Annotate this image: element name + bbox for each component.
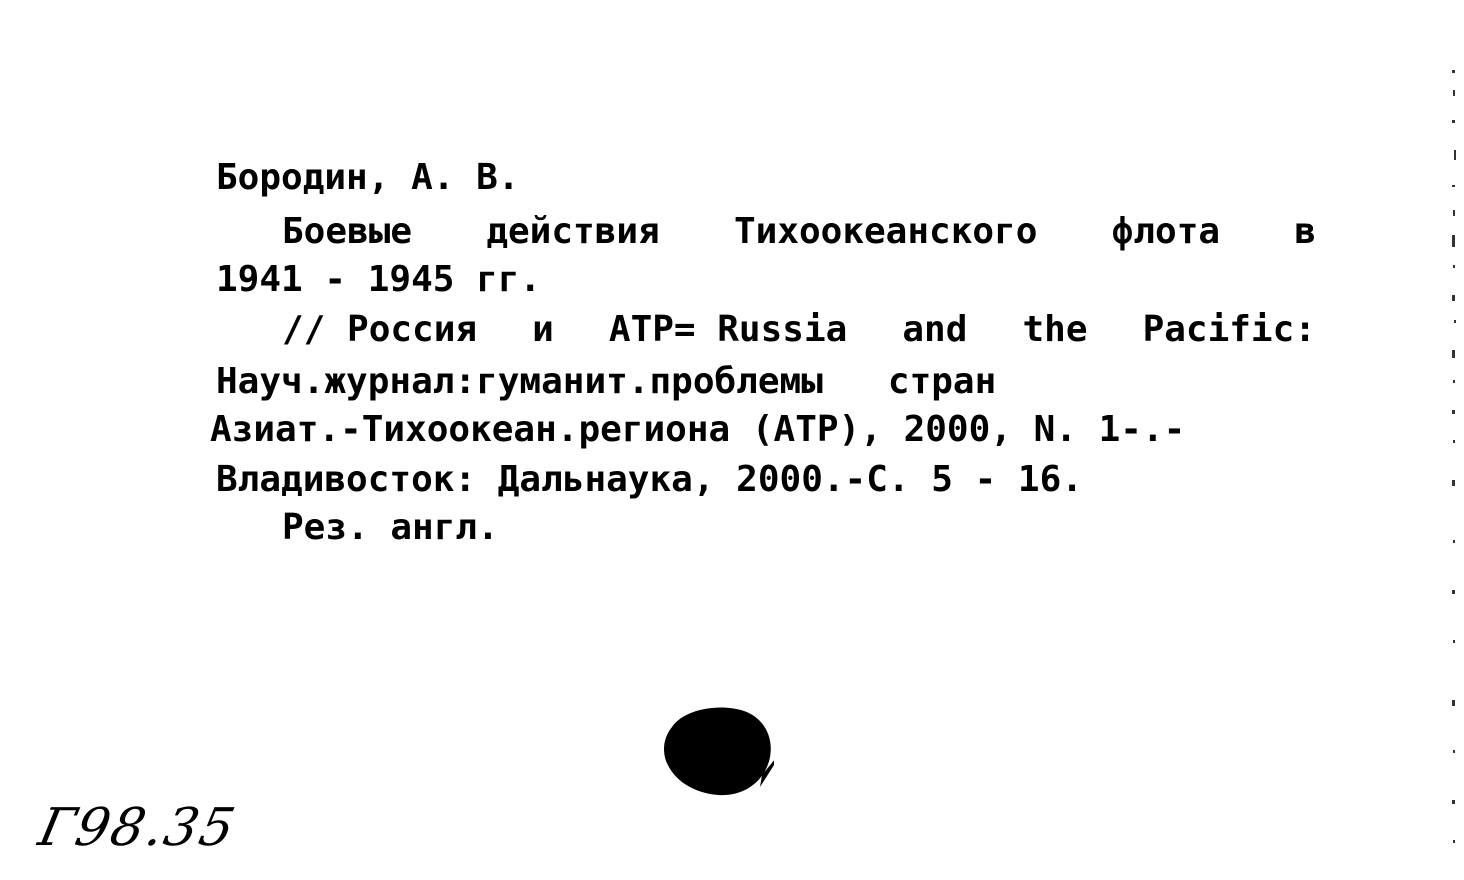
source-word: the [1022, 309, 1088, 350]
source-line-3: Азиат.-Тихоокеан.региона (АТР), 2000, N. 1-.- [210, 409, 1186, 450]
title-word: флота [1111, 211, 1221, 252]
scan-edge-marks [1448, 60, 1462, 860]
source-line-1 [282, 310, 1316, 350]
title-word: в [1294, 211, 1316, 252]
source-word: АТР= Russia [608, 309, 848, 350]
title-word: Тихоокеанского [733, 211, 1038, 252]
title-line-1 [282, 212, 1316, 252]
author-line: Бородин, А. В. [216, 157, 520, 198]
source-line-4: Владивосток: Дальнаука, 2000.-С. 5 - 16. [216, 459, 1083, 500]
title-line-2: 1941 - 1945 гг. [216, 259, 542, 300]
shelf-mark: Г98.35 [33, 798, 242, 858]
source-word: and [902, 309, 968, 350]
source-word: // Россия [282, 309, 478, 350]
title-word: Боевые [282, 211, 413, 252]
source-word: Pacific: [1142, 309, 1316, 350]
title-word: действия [486, 211, 660, 252]
summary-note: Рез. англ. [282, 507, 499, 548]
source-line-2: Науч.журнал:гуманит.проблемы стран [216, 361, 997, 402]
punch-hole-icon [662, 705, 774, 797]
source-word: и [532, 309, 554, 350]
